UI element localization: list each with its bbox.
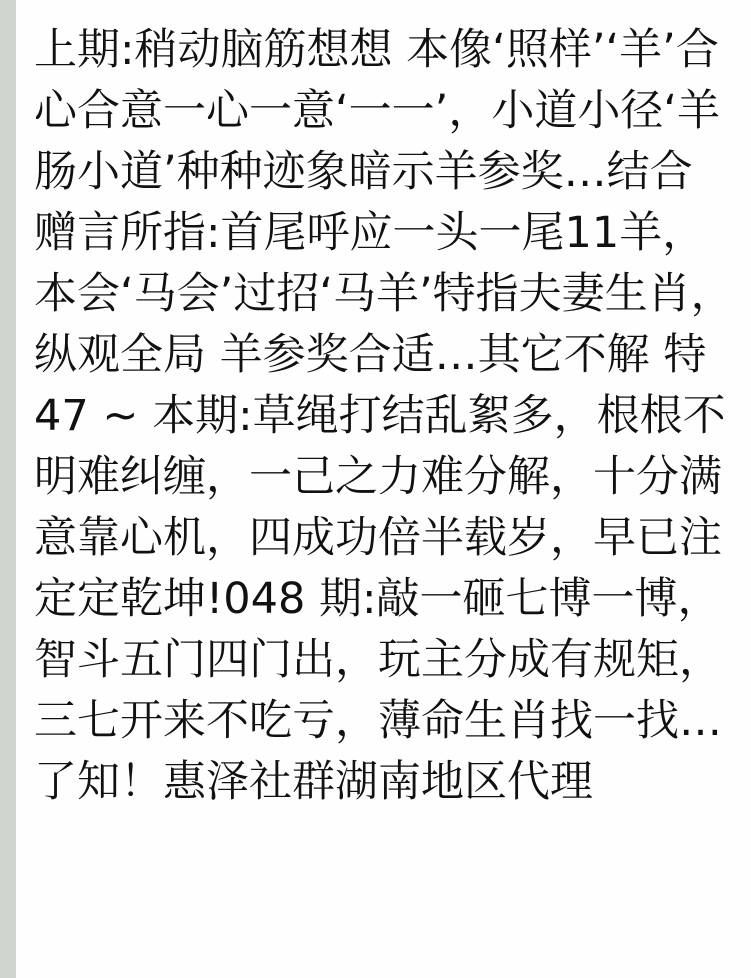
document-body-text: 上期:稍动脑筋想想 本像‘照样’‘羊’合心合意一心一意‘一一’，小道小径‘羊肠小道’种种迹象暗示羊参奖…结合赠言所指:首尾呼应一头一尾11羊， 本会‘马会’过招‘马羊’特指夫妻生肖，纵观全局 羊参奖合适…其它不解 特 47 ~ 本期:草绳打结乱絮多，根根不明难纠缠，一己之力难分解，十分满意靠心机，四成功倍半载岁，早已注定定乾坤!048 期:敲一砸七博一博，智斗五门四门出，玩主分成有规矩，三七开来不吃亏，薄命生肖找一找…了知！惠泽社群湖南地区代理 [34, 25, 734, 807]
left-edge-strip [0, 0, 16, 978]
